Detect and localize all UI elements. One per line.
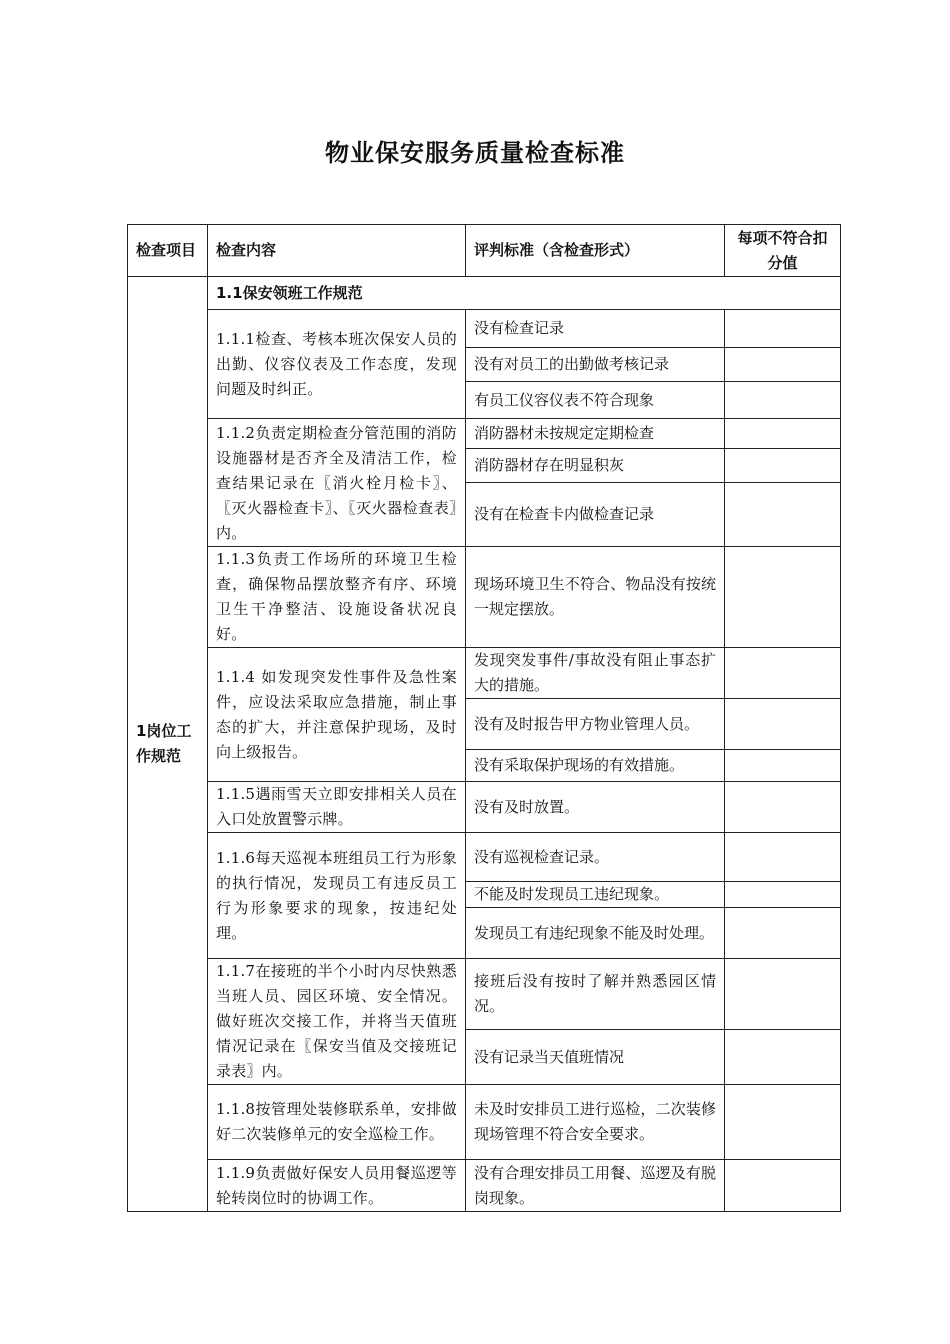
table-row [128,310,841,348]
deduction-cell [725,782,841,833]
criterion-cell: 没有巡视检查记录。 [466,833,725,882]
header-inspection-content: 检查内容 [208,225,466,277]
deduction-cell [725,1160,841,1212]
deduction-cell [725,908,841,959]
criterion-cell: 发现突发事件/事故没有阻止事态扩大的措施。 [466,648,725,699]
deduction-cell [725,1030,841,1085]
criterion-cell: 没有及时放置。 [466,782,725,833]
deduction-cell [725,382,841,419]
criterion-cell: 没有采取保护现场的有效措施。 [466,750,725,782]
deduction-cell [725,348,841,382]
criterion-cell: 没有对员工的出勤做考核记录 [466,348,725,382]
deduction-cell [725,699,841,750]
deduction-cell [725,419,841,449]
item-1-1-8-content: 1.1.8按管理处装修联系单，安排做好二次装修单元的安全巡检工作。 [208,1085,466,1160]
criterion-cell: 没有在检查卡内做检查记录 [466,482,725,546]
deduction-cell [725,482,841,546]
section-row [128,277,841,310]
header-deduction: 每项不符合扣分值 [725,225,841,277]
criterion-cell: 没有记录当天值班情况 [466,1030,725,1085]
inspection-standards-table [127,224,841,1212]
item-1-1-7-content: 1.1.7在接班的半个小时内尽快熟悉当班人员、园区环境、安全情况。做好班次交接工作，并将当天值班情况记录在〖保安当值及交接班记录表〗内。 [208,959,466,1085]
criterion-cell: 消防器材存在明显积灰 [466,449,725,483]
item-1-1-6-content: 1.1.6每天巡视本班组员工行为形象的执行情况，发现员工有违反员工行为形象要求的现象，按违纪处理。 [208,833,466,959]
deduction-cell [725,648,841,699]
criterion-cell: 消防器材未按规定定期检查 [466,419,725,449]
table-row [128,1085,841,1160]
criterion-cell: 没有合理安排员工用餐、巡逻及有脱岗现象。 [466,1160,725,1212]
document-title: 物业保安服务质量检查标准 [325,139,625,167]
table-row [128,833,841,882]
table-row [128,1160,841,1212]
item-1-1-3-content: 1.1.3负责工作场所的环境卫生检查，确保物品摆放整齐有序、环境卫生干净整洁、设施设备状况良好。 [208,547,466,648]
criterion-cell: 未及时安排员工进行巡检，二次装修现场管理不符合安全要求。 [466,1085,725,1160]
item-1-1-4-content: 1.1.4 如发现突发性事件及急性案件，应设法采取应急措施，制止事态的扩大，并注意保护现场，及时向上级报告。 [208,648,466,782]
deduction-cell [725,449,841,483]
category-cell: 1岗位工作规范 [128,277,208,1212]
table-row [128,959,841,1030]
table-row [128,648,841,699]
criterion-cell: 没有及时报告甲方物业管理人员。 [466,699,725,750]
deduction-cell [725,1085,841,1160]
deduction-cell [725,833,841,882]
deduction-cell [725,547,841,648]
criterion-cell: 现场环境卫生不符合、物品没有按统一规定摆放。 [466,547,725,648]
section-title: 1.1保安领班工作规范 [208,277,841,310]
criterion-cell: 没有检查记录 [466,310,725,348]
table-row [128,782,841,833]
table-header-row [128,225,841,277]
item-1-1-5-content: 1.1.5遇雨雪天立即安排相关人员在入口处放置警示牌。 [208,782,466,833]
criterion-cell: 不能及时发现员工违纪现象。 [466,882,725,908]
header-inspection-item: 检查项目 [128,225,208,277]
criterion-cell: 有员工仪容仪表不符合现象 [466,382,725,419]
deduction-cell [725,959,841,1030]
table-row [128,547,841,648]
deduction-cell [725,310,841,348]
deduction-cell [725,750,841,782]
criterion-cell: 接班后没有按时了解并熟悉园区情况。 [466,959,725,1030]
header-judgment-criteria: 评判标准（含检查形式） [466,225,725,277]
criterion-cell: 发现员工有违纪现象不能及时处理。 [466,908,725,959]
item-1-1-1-content: 1.1.1检查、考核本班次保安人员的出勤、仪容仪表及工作态度，发现问题及时纠正。 [208,310,466,419]
item-1-1-9-content: 1.1.9负责做好保安人员用餐巡逻等轮转岗位时的协调工作。 [208,1160,466,1212]
deduction-cell [725,882,841,908]
table-row [128,419,841,449]
item-1-1-2-content: 1.1.2负责定期检查分管范围的消防设施器材是否齐全及清洁工作，检查结果记录在〖消火栓月检卡〗、〖灭火器检查卡〗、〖灭火器检查表〗内。 [208,419,466,547]
